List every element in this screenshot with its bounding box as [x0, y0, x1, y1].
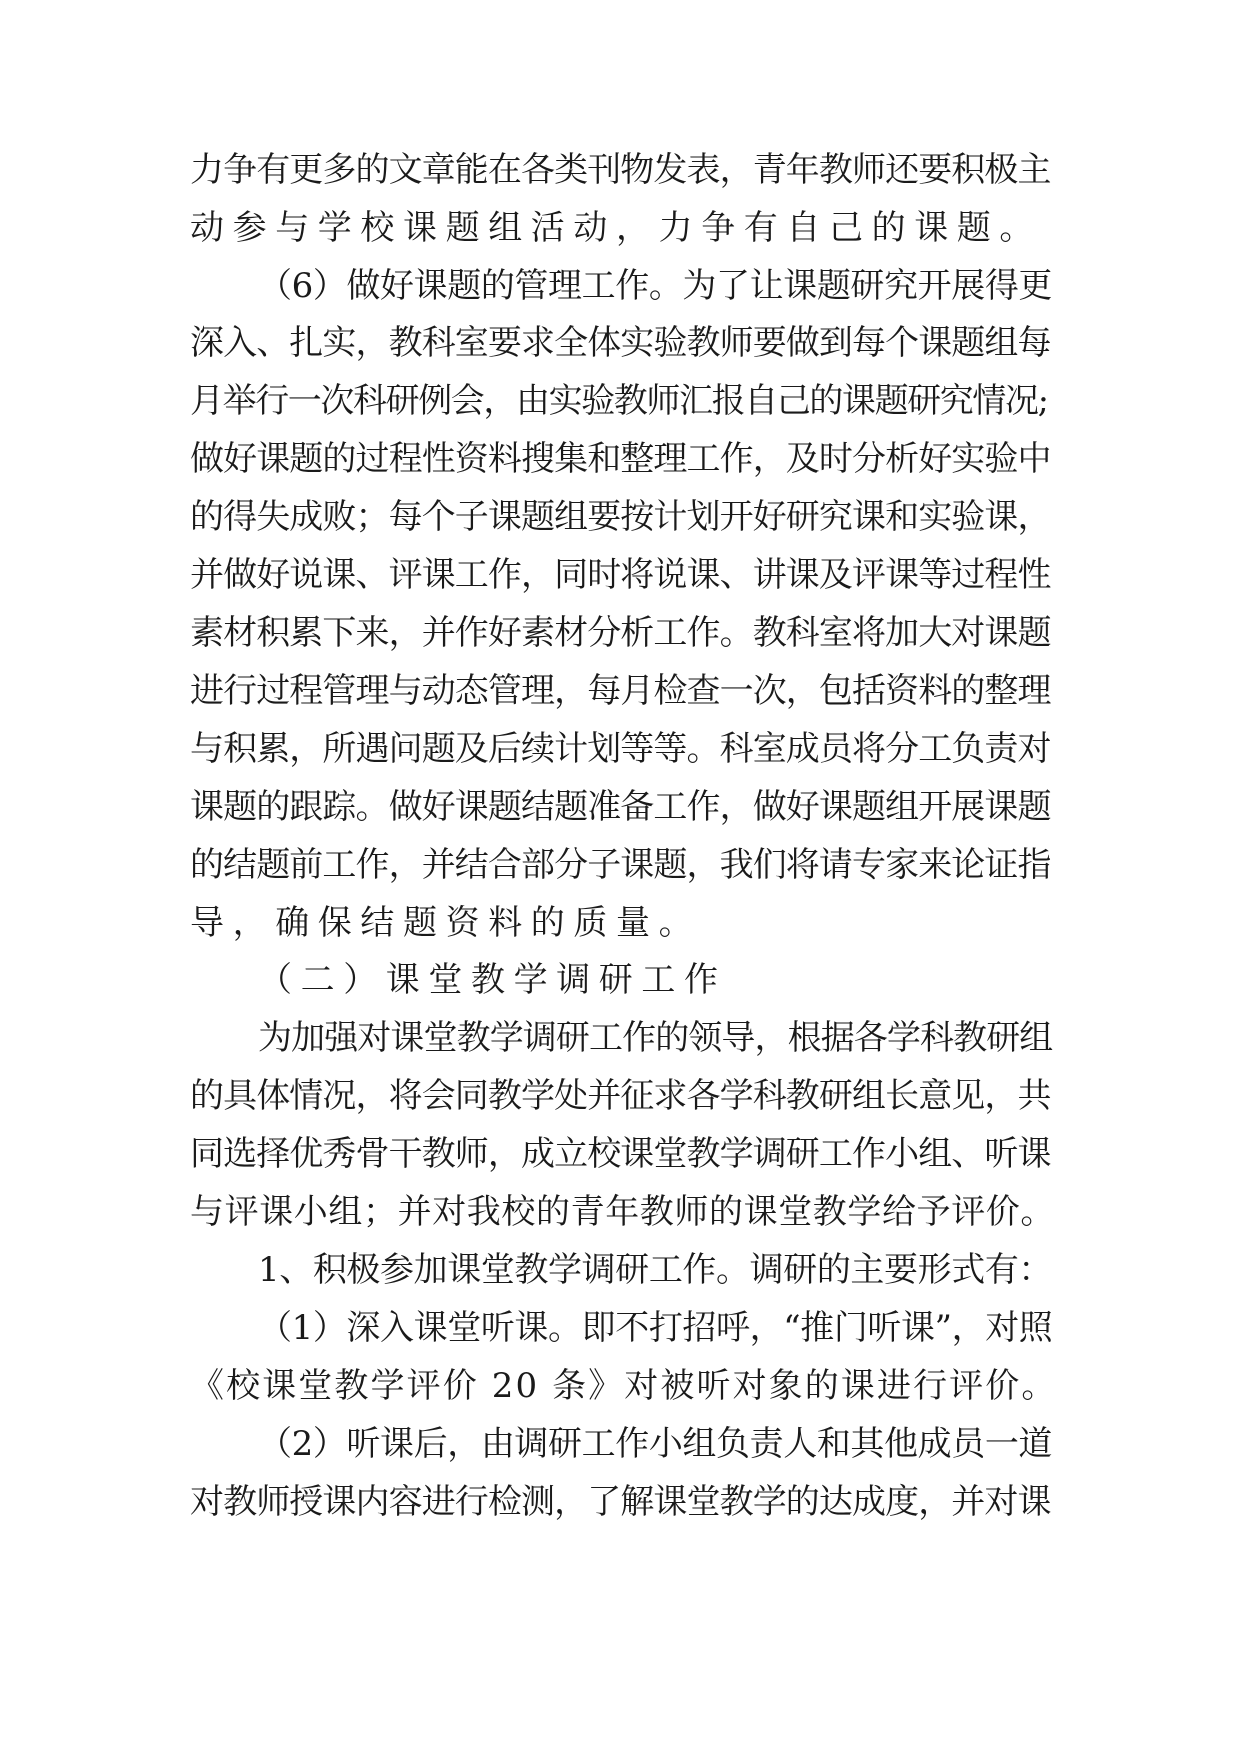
text-line-12: 课题的跟踪。做好课题结题准备工作，做好课题组开展课题 — [190, 787, 1051, 827]
text-line-14: 导，确保结题资料的质量。 — [190, 903, 702, 943]
text-line-17: 的具体情况，将会同教学处并征求各学科教研组长意见，共 — [190, 1076, 1051, 1116]
text-line-20: 1、积极参加课堂教学调研工作。调研的主要形式有： — [258, 1250, 1053, 1290]
text-line-19: 与评课小组；并对我校的青年教师的课堂教学给予评价。 — [190, 1192, 1055, 1232]
text-line-10: 进行过程管理与动态管理，每月检查一次，包括资料的整理 — [190, 671, 1051, 711]
text-line-21: （1）深入课堂听课。即不打招呼，“推门听课”，对照 — [258, 1308, 1053, 1348]
text-line-11: 与积累，所遇问题及后续计划等等。科室成员将分工负责对 — [190, 729, 1051, 769]
section-heading: （二）课堂教学调研工作 — [258, 960, 727, 1000]
text-line-13: 的结题前工作，并结合部分子课题，我们将请专家来论证指 — [190, 845, 1051, 885]
text-line-7: 的得失成败；每个子课题组要按计划开好研究课和实验课， — [190, 497, 1051, 537]
text-line-4: 深入、扎实，教科室要求全体实验教师要做到每个课题组每 — [190, 323, 1051, 363]
text-line-24: 对教师授课内容进行检测，了解课堂教学的达成度，并对课 — [190, 1482, 1051, 1522]
text-line-1: 力争有更多的文章能在各类刊物发表，青年教师还要积极主 — [190, 150, 1051, 190]
text-line-3: （6）做好课题的管理工作。为了让课题研究开展得更 — [258, 266, 1053, 306]
text-line-23: （2）听课后，由调研工作小组负责人和其他成员一道 — [258, 1424, 1053, 1464]
text-line-18: 同选择优秀骨干教师，成立校课堂教学调研工作小组、听课 — [190, 1134, 1051, 1174]
text-line-8: 并做好说课、评课工作，同时将说课、讲课及评课等过程性 — [190, 555, 1051, 595]
text-line-16: 为加强对课堂教学调研工作的领导，根据各学科教研组 — [258, 1018, 1053, 1058]
text-line-9: 素材积累下来，并作好素材分析工作。教科室将加大对课题 — [190, 613, 1051, 653]
text-line-5: 月举行一次科研例会，由实验教师汇报自己的课题研究情况; — [190, 381, 1048, 421]
text-line-22: 《校课堂教学评价 20 条》对被听对象的课进行评价。 — [190, 1366, 1058, 1406]
text-line-6: 做好课题的过程性资料搜集和整理工作，及时分析好实验中 — [190, 439, 1051, 479]
text-line-2: 动参与学校课题组活动，力争有自己的课题。 — [190, 208, 1042, 248]
